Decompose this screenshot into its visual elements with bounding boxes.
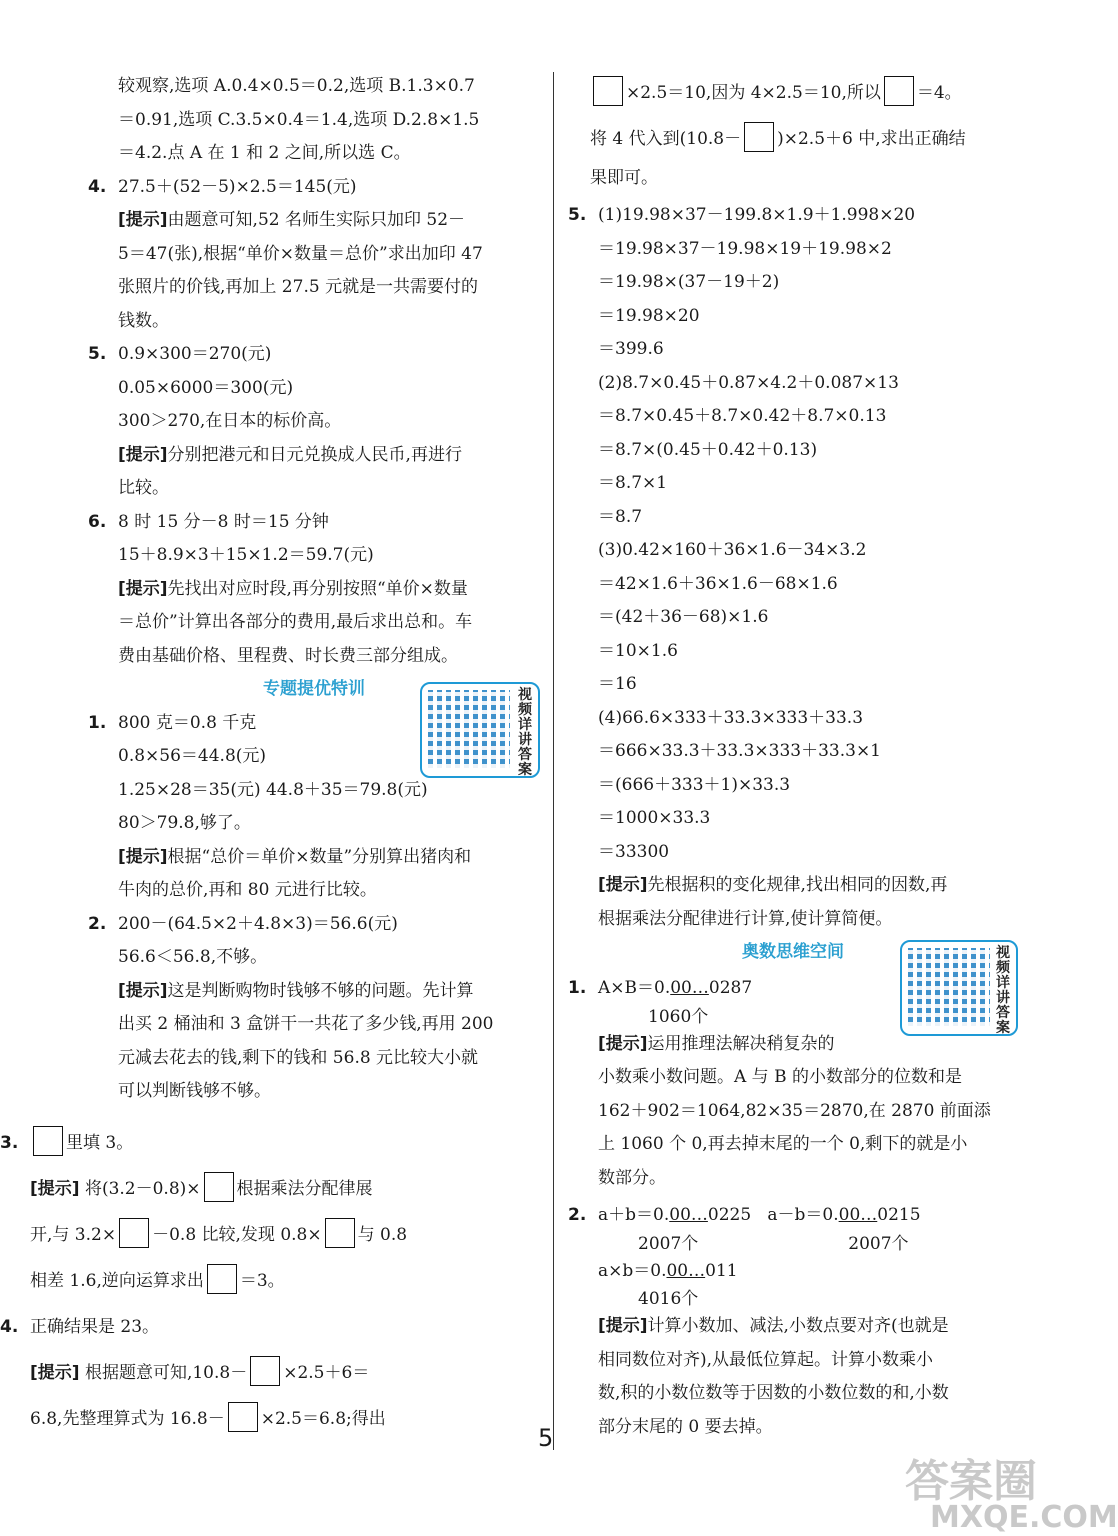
qr-caption: 视频详讲答案 <box>518 687 532 778</box>
q4-hint-2: 6.8,先整理算式为 16.8－ ×2.5＝6.8;得出 <box>0 1396 407 1442</box>
line-text: 先找出对应时段,再分别按照“单价×数量 <box>167 578 468 599</box>
line-text: ＝399.6 <box>598 339 664 359</box>
question-number: 4. <box>88 176 107 197</box>
text-line <box>88 975 540 1009</box>
text-line <box>88 941 540 975</box>
section-heading: 奥数思维空间 <box>742 942 844 962</box>
line-text: (2)8.7×0.45＋0.87×4.2＋0.087×13 <box>598 372 899 393</box>
line-text: 300＞270,在日本的标价高。 <box>118 411 342 431</box>
line-text: 由题意可知,52 名师生实际只加印 52－ <box>167 210 466 230</box>
line-text: ＝8.7×0.45＋8.7×0.42＋8.7×0.13 <box>598 406 887 426</box>
text-line <box>568 735 1018 769</box>
hint-label: [提示] <box>118 444 168 465</box>
text-line <box>88 70 540 104</box>
text-line <box>88 1075 540 1109</box>
line-text: 1.25×28＝35(元) 44.8＋35＝79.8(元) <box>118 779 428 800</box>
text-line <box>568 635 1018 669</box>
olympiad-section: 1. A×B＝0.00…0287 1060个 [提示]运用推理法解决稍复杂的 小数乘小数问题。A 与 B 的小数部分的位数和是 162＋902＝1064,82×35＝2870,在 2870 前面添 上 1060 个 0,再去掉末尾的一个 0,剩下的就是小 数部分。 2. a＋b＝0.00…0225 a－b＝0.00…0215 2007个 2007个 a×b＝0.00…011 4016个 [提示]计算小数加、减法,小数点要对齐(也就是 相同数位对齐),从最低位算起。计算小数乘小 数,积的小数位数等于因数的小数位数的和,小数 部分末尾的 0 要去掉。 <box>568 972 1018 1444</box>
text-line <box>88 104 540 138</box>
r-cont-1: ×2.5＝10,因为 4×2.5＝10,所以 ＝4。 <box>568 70 1018 116</box>
q3-hint-2: 开,与 3.2× －0.8 比较,发现 0.8× 与 0.8 <box>0 1212 407 1258</box>
line-text: 张照片的价钱,再加上 27.5 元就是一共需要付的 <box>118 277 479 297</box>
right-column <box>568 70 1018 196</box>
text-line <box>568 300 1018 334</box>
answer-box <box>250 1356 280 1386</box>
q1-zero-count: 1060个 <box>648 1006 709 1027</box>
q3-hint-1: [提示] 将(3.2－0.8)× 根据乘法分配律展 <box>0 1166 407 1212</box>
line-text: ＝42×1.6＋36×1.6－68×1.6 <box>598 573 838 594</box>
q3-hint-3: 相差 1.6,逆向运算求出 ＝3。 <box>0 1258 407 1304</box>
text-line <box>568 199 1018 233</box>
line-text: ＝(42＋36－68)×1.6 <box>598 607 769 627</box>
text-line <box>88 606 540 640</box>
olympiad-q2: 2. a＋b＝0.00…0225 a－b＝0.00…0215 <box>568 1205 921 1225</box>
line-text: ＝666×33.3＋33.3×333＋33.3×1 <box>598 741 881 761</box>
text-line <box>568 333 1018 367</box>
line-text: ＝10×1.6 <box>598 640 678 661</box>
text-line <box>568 802 1018 836</box>
text-line <box>88 372 540 406</box>
q2-zero-counts: 2007个 2007个 <box>638 1233 909 1254</box>
line-text: ＝33300 <box>598 841 670 862</box>
line-text: 钱数。 <box>118 310 169 331</box>
text-line <box>88 405 540 439</box>
line-text: 可以判断钱够不够。 <box>118 1081 271 1101</box>
hint-label: [提示] <box>118 578 168 599</box>
q2-product-count: 4016个 <box>638 1289 699 1309</box>
line-text: 0.05×6000＝300(元) <box>118 377 294 398</box>
question-number: 1. <box>88 712 107 733</box>
answer-box <box>884 76 914 106</box>
left-column <box>88 70 540 1109</box>
r-cont-3: 果即可。 <box>590 168 658 188</box>
qr-caption: 视频详讲答案 <box>996 945 1010 1036</box>
text-line <box>568 534 1018 568</box>
line-text: 200－(64.5×2＋4.8×3)＝56.6(元) <box>118 913 398 934</box>
line-text: 27.5＋(52－5)×2.5＝145(元) <box>118 176 357 197</box>
hint-label: [提示] <box>118 846 168 867</box>
question-number: 5. <box>568 205 587 225</box>
answer-box <box>744 122 774 152</box>
text-line <box>568 668 1018 702</box>
text-line <box>88 774 540 808</box>
text-line <box>88 137 540 171</box>
line-text: ＝8.7 <box>598 506 643 527</box>
text-line <box>88 539 540 573</box>
text-line <box>568 568 1018 602</box>
answer-box <box>119 1218 149 1248</box>
line-text: 这是判断购物时钱够不够的问题。先计算 <box>167 980 474 1001</box>
line-text: 80＞79.8,够了。 <box>118 813 251 833</box>
line-text: ＝8.7×1 <box>598 473 668 493</box>
line-text: 费由基础价格、里程费、时长费三部分组成。 <box>118 645 458 666</box>
text-line <box>568 501 1018 535</box>
line-text: ＝0.91,选项 C.3.5×0.4＝1.4,选项 D.2.8×1.5 <box>118 109 480 130</box>
q4-hint-1: [提示] 根据题意可知,10.8－ ×2.5＋6＝ <box>0 1350 407 1396</box>
text-line <box>568 769 1018 803</box>
answer-box <box>204 1172 234 1202</box>
right-column-list <box>568 199 1018 970</box>
hint-label: [提示] <box>118 980 168 1001</box>
line-text: 分别把港元和日元兑换成人民币,再进行 <box>167 444 462 465</box>
line-text: (3)0.42×160＋36×1.6－34×3.2 <box>598 540 867 560</box>
line-text: ＝8.7×(0.45＋0.42＋0.13) <box>598 439 818 460</box>
text-line <box>88 439 540 473</box>
line-text: 15＋8.9×3＋15×1.2＝59.7(元) <box>118 545 374 565</box>
q4-answer: 4. 正确结果是 23。 <box>0 1317 160 1337</box>
text-line <box>568 836 1018 870</box>
text-line <box>88 506 540 540</box>
text-line <box>88 640 540 674</box>
answer-box <box>325 1218 355 1248</box>
answer-box <box>33 1126 63 1156</box>
line-text: 56.6＜56.8,不够。 <box>118 947 268 967</box>
hint-label: [提示] <box>118 210 168 230</box>
line-text: 比较。 <box>118 478 169 498</box>
text-line <box>88 874 540 908</box>
text-line <box>88 807 540 841</box>
text-line <box>88 171 540 205</box>
line-text: (4)66.6×333＋33.3×333＋33.3 <box>598 707 864 728</box>
line-text: ＝(666＋333＋1)×33.3 <box>598 774 791 795</box>
line-text: (1)19.98×37－199.8×1.9＋1.998×20 <box>598 205 916 225</box>
q2-product: a×b＝0.00…011 <box>598 1260 738 1281</box>
text-line <box>568 601 1018 635</box>
text-line <box>88 841 540 875</box>
text-line <box>568 702 1018 736</box>
answer-box <box>207 1264 237 1294</box>
answer-box <box>228 1402 258 1432</box>
line-text: ＝16 <box>598 674 637 694</box>
text-line <box>88 204 540 238</box>
text-line <box>568 869 1018 903</box>
line-text: 元减去花去的钱,剩下的钱和 56.8 元比较大小就 <box>118 1047 479 1068</box>
watermark-url: MXQE.COM <box>930 1500 1118 1535</box>
text-line <box>88 573 540 607</box>
line-text: ＝19.98×37－19.98×19＋19.98×2 <box>598 238 892 259</box>
line-text: ＝19.98×(37－19＋2) <box>598 272 780 292</box>
text-line <box>88 271 540 305</box>
q2-hint: [提示]计算小数加、减法,小数点要对齐(也就是 <box>598 1316 949 1336</box>
q1-hint: [提示]运用推理法解决稍复杂的 <box>598 1033 835 1054</box>
q3-answer: 3. 里填 3。 <box>0 1120 407 1166</box>
text-line <box>568 903 1018 937</box>
text-line <box>88 1042 540 1076</box>
text-line <box>568 467 1018 501</box>
line-text: ＝总价”计算出各部分的费用,最后求出总和。车 <box>118 612 473 632</box>
line-text: 800 克＝0.8 千克 <box>118 712 257 733</box>
text-line <box>568 400 1018 434</box>
line-text: ＝1000×33.3 <box>598 808 711 828</box>
question-number: 2. <box>88 913 107 934</box>
section-heading: 专题提优特训 <box>263 679 365 699</box>
text-line <box>568 266 1018 300</box>
line-text: 牛肉的总价,再和 80 元进行比较。 <box>118 880 377 900</box>
answer-box <box>593 76 623 106</box>
page-number: 5 <box>538 1424 554 1452</box>
hint-label: [提示] <box>598 875 648 895</box>
text-line <box>568 367 1018 401</box>
line-text: 根据“总价＝单价×数量”分别算出猪肉和 <box>167 846 472 867</box>
qr-code-icon <box>428 690 510 768</box>
watermark-logo: 答案圈 <box>905 1456 1037 1507</box>
r-cont-2: 将 4 代入到(10.8－ )×2.5＋6 中,求出正确结 <box>568 116 1018 162</box>
column-divider <box>553 72 554 1450</box>
text-line <box>88 908 540 942</box>
line-text: 较观察,选项 A.0.4×0.5＝0.2,选项 B.1.3×0.7 <box>118 76 475 96</box>
line-text: 0.8×56＝44.8(元) <box>118 746 267 766</box>
text-line <box>88 472 540 506</box>
left-column-box-questions <box>0 1120 407 1442</box>
line-text: ＝4.2.点 A 在 1 和 2 之间,所以选 C。 <box>118 143 411 163</box>
text-line <box>568 233 1018 267</box>
olympiad-q1: 1. A×B＝0.00…0287 <box>568 978 753 998</box>
line-text: 5＝47(张),根据“单价×数量＝总价”求出加印 47 <box>118 243 483 264</box>
line-text: ＝19.98×20 <box>598 305 700 326</box>
text-line <box>88 238 540 272</box>
qr-code-video-1[interactable] <box>420 682 540 778</box>
text-line <box>88 338 540 372</box>
text-line <box>88 305 540 339</box>
line-text: 8 时 15 分－8 时＝15 分钟 <box>118 511 329 532</box>
question-number: 5. <box>88 344 107 364</box>
text-line <box>568 434 1018 468</box>
text-line <box>88 1008 540 1042</box>
line-text: 根据乘法分配律进行计算,使计算简便。 <box>598 908 893 929</box>
line-text: 出买 2 桶油和 3 盒饼干一共花了多少钱,再用 200 <box>118 1014 494 1034</box>
question-number: 6. <box>88 511 107 532</box>
line-text: 先根据积的变化规律,找出相同的因数,再 <box>647 875 948 895</box>
line-text: 0.9×300＝270(元) <box>118 344 272 364</box>
